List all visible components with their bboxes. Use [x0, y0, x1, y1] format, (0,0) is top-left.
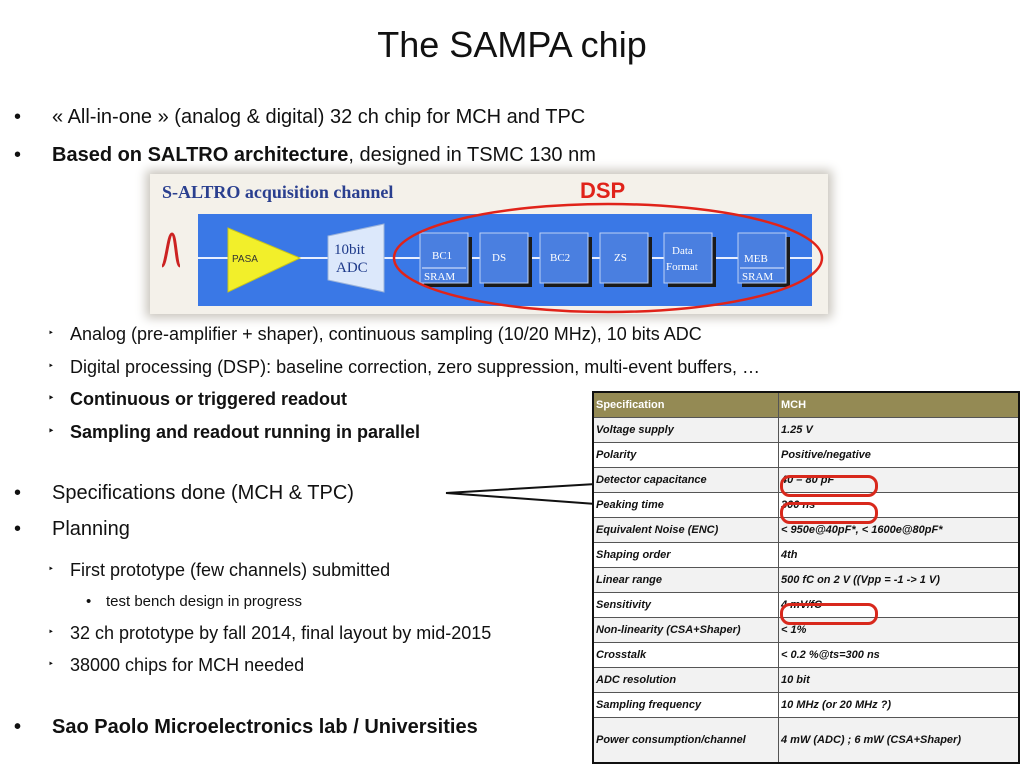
pasa-label: PASA [232, 254, 258, 265]
callout-lines [446, 484, 596, 504]
adc-block [328, 224, 384, 292]
ds-label: DS [492, 252, 507, 264]
table-row: Equivalent Noise (ENC) < 950e@40pF*, < 1600e@80pF* [593, 518, 1019, 543]
table-row: Shaping order 4th [593, 543, 1019, 568]
bc2-label: BC2 [550, 252, 571, 264]
table-row: Sensitivity 4 mV/fC [593, 593, 1019, 618]
bc1-label: BC1 [432, 250, 453, 262]
diagram-title: S-ALTRO acquisition channel [162, 182, 394, 202]
table-row: Peaking time 300 ns [593, 493, 1019, 518]
highlight-capacitance [780, 475, 878, 497]
zs-label: ZS [614, 252, 627, 264]
saltro-diagram [150, 174, 828, 314]
sram1-label: SRAM [424, 271, 456, 283]
table-row: Linear range 500 fC on 2 V ((Vpp = -1 -> 1 V) [593, 568, 1019, 593]
dsp-label: DSP [580, 178, 626, 203]
table-row: Detector capacitance 40 – 80 pF [593, 468, 1019, 493]
spec-table [592, 391, 1020, 764]
header-mch: MCH [779, 392, 1020, 418]
pulse-icon [162, 234, 180, 266]
meb-label: MEB [744, 253, 768, 265]
table-row: ADC resolution 10 bit [593, 668, 1019, 693]
table-row: Non-linearity (CSA+Shaper) < 1% [593, 618, 1019, 643]
table-row: Power consumption/channel 4 mW (ADC) ; 6 mW (CSA+Shaper) [593, 718, 1019, 764]
svg-text:ADC: ADC [336, 260, 368, 276]
sram2-label: SRAM [742, 271, 774, 283]
table-row: Polarity Positive/negative [593, 443, 1019, 468]
table-row: Sampling frequency 10 MHz (or 20 MHz ?) [593, 693, 1019, 718]
data-format-label: Data [672, 245, 693, 257]
highlight-sensitivity [780, 603, 878, 625]
header-specification: Specification [593, 392, 779, 418]
table-row: Voltage supply 1.25 V [593, 418, 1019, 443]
table-row: Crosstalk < 0.2 %@ts=300 ns [593, 643, 1019, 668]
slide-title: The SAMPA chip [377, 24, 647, 65]
svg-text:10bit: 10bit [334, 242, 365, 258]
spec-table-header [593, 392, 1019, 418]
svg-text:Format: Format [666, 261, 698, 273]
highlight-peaking-time [780, 502, 878, 524]
